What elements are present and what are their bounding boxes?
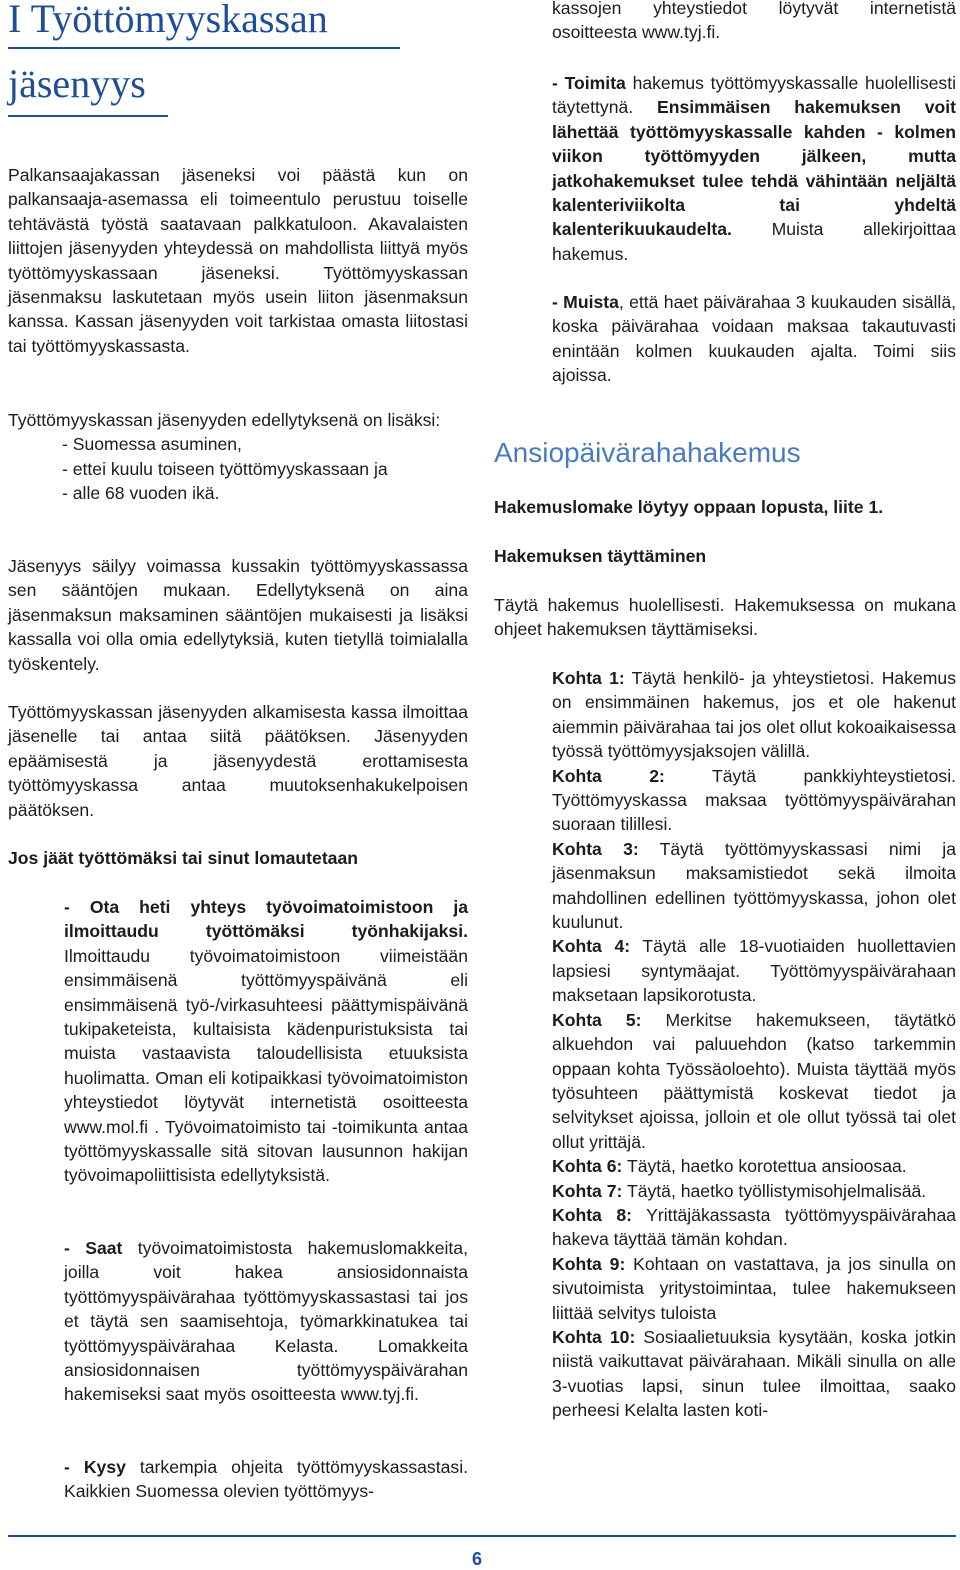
kohta-label: Kohta 4: [552, 936, 631, 957]
kohta-label: Kohta 10: [552, 1326, 636, 1347]
step4-end: Muista allekirjoittaa hakemus. [552, 219, 956, 264]
kohta-item [552, 666, 956, 764]
kohta-item [552, 1325, 956, 1423]
step2-paragraph [64, 1236, 468, 1407]
step2-bold: - Saat [64, 1238, 123, 1258]
step3-paragraph [64, 1455, 468, 1504]
membership-block [8, 554, 468, 676]
step5-paragraph [552, 290, 956, 388]
kohta-label: Kohta 6: [552, 1156, 623, 1177]
step2-block [64, 1236, 468, 1407]
decision-block [8, 700, 468, 822]
kohta-text: Sosiaalietuuksia kysytään, koska jotkin niistä vaikuttavat päivärahaan. Mikäli sinulla on alle 3-vuotias lapsi, sinun tulee ilmoittaa, saako perheesi Kelalta lasten koti- [552, 1326, 956, 1421]
fill-heading: Hakemuksen täyttäminen [494, 546, 707, 566]
kohta-list [552, 666, 956, 1423]
kohta-item [552, 1203, 956, 1252]
step2-text: työvoimatoimistosta hakemuslomakkeita, joilla voit hakea ansiosidonnaista työttömyyspäivärahaa työttömyyskassastasi tai jos et täytä sen saamisehtoja, työmarkkinatukea tai työttömyyspäivärahaa Kelasta. Lomakkeita ansiosidonnaisen työttömyyspäivärahan hakemiseksi saat myös osoitteesta www.tyj.fi. [64, 1238, 468, 1405]
step5-text: , että haet päivärahaa 3 kuukauden sisällä, koska päivärahaa voidaan maksaa takautuvasti enintään kolmen kuukauden ajalta. Toimi siis ajoissa. [552, 292, 957, 386]
kohta-item [552, 1008, 956, 1154]
form-note-block [494, 495, 956, 519]
step1-block [64, 895, 468, 1188]
kohta-item [552, 837, 956, 935]
kohta-item [552, 934, 956, 1007]
footer-rule [8, 1535, 956, 1537]
intro-paragraph: Palkansaajakassan jäseneksi voi päästä kun on palkansaaja-asemassa eli toimeentulo perustuu toiselle tehtävästä työstä saatavaan palkkatuloon. Akavalaisten liittojen jäsenyyden yhteydessä on mahdollista liittyä myös työttömyyskassaan jäseneksi. Työttömyyskassan jäsenmaksu laskutetaan myös usein liiton jäsenmaksun kanssa. Kassan jäsenyyden voit tarkistaa omasta liitostasi tai työttömyyskassasta. [8, 165, 468, 356]
step4-bold: - Toimita [552, 73, 626, 93]
title-line-2: jäsenyys [8, 61, 146, 106]
kohta-label: Kohta 5: [552, 1009, 642, 1030]
condition-item: - Suomessa asuminen, [62, 434, 242, 455]
left-column [8, 163, 468, 358]
step4-block [552, 71, 956, 266]
section-heading-ansiopaivaraha: Ansiopäivärahahakemus [494, 437, 801, 468]
kohta-text: Täytä alle 18-vuotiaiden huollettavien lapsiesi syntymäajat. Työttömyyspäivärahaan maksetaan lapsikorotusta. [552, 936, 956, 1006]
kohta-item [552, 1252, 956, 1325]
kohta-text: Täytä pankkiyhteystietosi. Työttömyyskassa maksaa työttömyyspäivärahan suoraan tilillesi. [552, 765, 957, 835]
unemployed-heading-block [8, 846, 468, 870]
kohta-label: Kohta 7: [552, 1180, 623, 1201]
step3-bold: - Kysy [64, 1457, 126, 1477]
kohta-text: Yrittäjäkassasta työttömyyspäivärahaa hakeva täyttää tämän kohdan. [552, 1204, 957, 1250]
kohta-text: Merkitse hakemukseen, täytätkö alkuehdon vai paluuehdon (katso tarkemmin oppaan kohta Työssäoloehto). Muista täyttää myös työsuhteen päättymistä koskevat tiedot ja selvitykset ajoissa, jolloin et ole ollut työssä tai olet ollut yrittäjä. [552, 1009, 956, 1152]
condition-item: - alle 68 vuoden ikä. [62, 483, 220, 504]
kohta-label: Kohta 8: [552, 1204, 632, 1225]
kohta-text: Täytä työttömyyskassasi nimi ja jäsenmaksun maksamistiedot sekä ilmoita mahdollinen edellinen työttömyyskassa, johon olet kuulunut. [552, 838, 956, 933]
step3-text: tarkempia ohjeita työttömyyskassastasi. Kaikkien Suomessa olevien työttömyys- [64, 1457, 468, 1502]
kohta-text: Kohtaan on vastattava, ja jos sinulla on sivutoimista yritystoimintaa, tulee hakemukseen liittää selvitys tuloista [552, 1253, 957, 1323]
step4-text: hakemus työttömyyskassalle huolellisesti täytettynä. [552, 73, 956, 118]
fill-heading-block [494, 544, 956, 568]
kohta-label: Kohta 9: [552, 1253, 626, 1274]
form-note: Hakemuslomake löytyy oppaan lopusta, liite 1. [494, 497, 884, 517]
kohta-item [552, 764, 956, 837]
unemployed-heading: Jos jäät työttömäksi tai sinut lomautetaan [8, 848, 359, 868]
conditions-intro: Työttömyyskassan jäsenyyden edellytyksenä on lisäksi: [8, 410, 441, 430]
step1-bold: - Ota heti yhteys työvoimatoimistoon ja ilmoittaudu työttömäksi työnhakijaksi. [64, 897, 468, 942]
kohta-label: Kohta 3: [552, 838, 639, 859]
right-cont-paragraph: kassojen yhteystiedot löytyvät internetistä osoitteesta www.tyj.fi. [552, 0, 956, 43]
step4-paragraph [552, 71, 956, 266]
step1-text: Ilmoittaudu työvoimatoimistoon viimeistään ensimmäisenä työttömyyspäivänä eli ensimmäisenä työ-/virkasuhteesi päättymispäivänä tukipaketeista, kultaisista kädenpuristuksista tai muista vastaavista taloudellisista etuuksista huolimatta. Oman eli kotipaikkasi työvoimatoimiston yhteystiedot löytyvät internetistä osoitteesta www.mol.fi . Työvoimatoimisto tai -toimikunta antaa työttömyyskassalle sitä sitovan lausunnon hakijan työvoimapoliittisista edellytyksistä. [64, 945, 468, 1186]
kohta-item [552, 1154, 956, 1178]
fill-text-block [494, 593, 956, 642]
step5-bold: - Muista [552, 292, 619, 312]
kohta-text: Täytä, haetko työllistymisohjelmalisää. [622, 1180, 927, 1201]
membership-paragraph: Jäsenyys säilyy voimassa kussakin työttömyyskassassa sen sääntöjen mukaan. Edellytyksenä on aina jäsenmaksun maksaminen sääntöjen mukaisesti ja lisäksi kassalla voi olla omia edellytyksiä, kuten tietyllä toimialalla työskentely. [8, 556, 468, 674]
kohta-text: Täytä henkilö- ja yhteystietosi. Hakemus on ensimmäinen hakemus, jos et ole hakenut aiemmin päivärahaa tai jos olet ollut kokoaikaisessa työssä työttömyysjaksojen välillä. [552, 668, 957, 762]
conditions-block [8, 408, 468, 506]
page-title [8, 0, 400, 117]
decision-paragraph: Työttömyyskassan jäsenyyden alkamisesta kassa ilmoittaa jäsenelle tai antaa siitä päätöksen. Jäsenyyden epäämisestä ja jäsenyydestä erottamisesta työttömyyskassa antaa muutoksenhakukelpoisen päätöksen. [8, 702, 468, 820]
fill-text: Täytä hakemus huolellisesti. Hakemuksessa on mukana ohjeet hakemuksen täyttämiseksi. [494, 595, 956, 640]
kohta-label: Kohta 1: [552, 668, 625, 688]
step5-block [552, 290, 956, 388]
title-line-1: I Työttömyyskassan [8, 0, 328, 41]
condition-item: - ettei kuulu toiseen työttömyyskassaan ja [62, 458, 388, 479]
kohta-label: Kohta 2: [552, 765, 665, 786]
right-cont-block [552, 0, 956, 45]
kohta-item [552, 1179, 956, 1203]
kohta-text: Täytä, haetko korotettua ansioosaa. [622, 1156, 907, 1177]
step4-bold-2: Ensimmäisen hakemuksen voit lähettää työttömyyskassalle kahden - kolmen viikon työttömyyden jälkeen, mutta jatkohakemukset tulee tehdä vähintään neljältä kalenteriviikolta tai yhdeltä kalenterikuukaudelta. [552, 97, 956, 240]
step1-paragraph [64, 895, 468, 1188]
step3-block [64, 1455, 468, 1504]
page-number: 6 [472, 1549, 483, 1569]
